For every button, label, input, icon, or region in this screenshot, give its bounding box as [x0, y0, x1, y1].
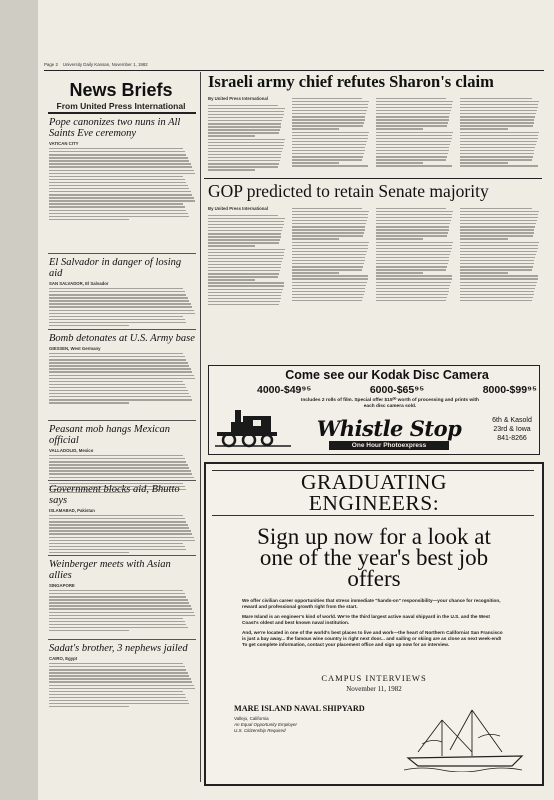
news-brief-story — [49, 333, 195, 405]
citizenship-line: U.S. Citizenship Required — [234, 728, 286, 733]
news-brief-text — [49, 148, 195, 220]
ad-pitch: Sign up now for a look at one of the year's best job offers — [257, 524, 491, 591]
news-brief-dateline: VALLADOLID, Mexico — [49, 448, 94, 453]
news-brief-dateline: SAN SALVADOR, El Salvador — [49, 281, 109, 286]
price-8000: 8000-$99⁹⁵ — [482, 384, 537, 396]
israel-column-4 — [460, 96, 540, 168]
paper-name: University Daily Kansan, November 1, 1982 — [62, 62, 148, 67]
eoe-line: An Equal Opportunity Employer — [234, 722, 298, 727]
interview-date: November 11, 1982 — [346, 685, 402, 693]
news-brief-story — [49, 559, 195, 633]
store-address-2: 23rd & Iowa — [493, 426, 531, 433]
israel-column-2 — [292, 96, 370, 168]
news-brief-dateline: GIESSEN, West Germany — [49, 346, 101, 351]
israel-byline: By United Press International — [208, 96, 268, 101]
shipyard-name: MARE ISLAND NAVAL SHIPYARD — [234, 704, 365, 713]
ad-headline: GRADUATING ENGINEERS: — [301, 470, 447, 515]
store-phone: 841-8266 — [497, 435, 527, 442]
news-brief-story — [49, 484, 195, 555]
news-brief-headline: Bomb detonates at U.S. Army base — [49, 333, 195, 344]
news-brief-headline: Government blocks aid, Bhutto says — [49, 484, 180, 506]
news-brief-dateline: CAIRO, Egypt — [49, 656, 78, 661]
news-brief-dateline: VATICAN CITY — [49, 141, 79, 146]
news-brief-headline: Peasant mob hangs Mexican official — [49, 424, 171, 446]
gop-column-2 — [292, 206, 370, 303]
shipyard-location: Vallejo, California — [234, 716, 269, 721]
israel-headline: Israeli army chief refutes Sharon's claim — [208, 72, 494, 91]
news-brief-headline: Sadat's brother, 3 nephews jailed — [49, 643, 188, 654]
gop-column-4 — [460, 206, 540, 303]
israel-column-1 — [208, 103, 286, 172]
news-brief-headline: Pope canonizes two nuns in All Saints Eve ceremony — [49, 117, 181, 139]
news-brief-story — [49, 257, 195, 328]
news-brief-text — [49, 288, 195, 326]
mare-island-ad — [204, 462, 544, 786]
news-brief-text — [49, 353, 195, 404]
news-brief-headline: El Salvador in danger of losing aid — [49, 257, 182, 279]
price-6000: 6000-$65⁹⁵ — [369, 384, 425, 396]
gop-column-1 — [208, 213, 286, 307]
israel-column-3 — [376, 96, 454, 168]
news-brief-dateline: ISLAMABAD, Pakistan — [49, 508, 95, 513]
news-brief-dateline: SINGAPORE — [49, 583, 75, 588]
gop-byline: By United Press International — [208, 206, 268, 211]
photoexpress-label: One Hour Photoexpress — [329, 441, 449, 450]
newspaper-page — [38, 0, 554, 800]
news-brief-story — [49, 117, 195, 222]
news-briefs-title: News Briefs — [69, 80, 173, 100]
price-4000: 4000-$49⁹⁵ — [257, 384, 312, 396]
store-address-1: 6th & Kasold — [492, 417, 532, 424]
campus-interviews-label: CAMPUS INTERVIEWS — [321, 673, 427, 683]
kodak-disc-ad — [208, 365, 540, 455]
news-briefs-subtitle: From United Press International — [56, 101, 186, 111]
news-brief-text — [49, 515, 195, 553]
gop-headline: GOP predicted to retain Senate majority — [208, 181, 489, 201]
page-header — [44, 62, 544, 67]
kodak-offer: Includes 2 rolls of film. Special offer $15⁰⁰ worth of processing and prints with each disc camera sold. — [301, 398, 479, 409]
news-brief-text — [49, 663, 195, 707]
ship-icon — [402, 700, 534, 772]
whistle-stop-logo: Whistle Stop — [316, 416, 462, 441]
ad-body-3: And, we're located in one of the world's best places to live and work—the heart of Northern California! San Francisco is just a bay away... the famous wine country is right next door... and sailing or skiing are as close as next week-end! To get complete information, contact your placement office and sign up now for an interview. — [242, 630, 503, 647]
ad-body-1: We offer civilian career opportunities that stress immediate "hands-on" responsibility—your chance for recognition, reward and professional growth right from the start. — [242, 598, 501, 609]
page-number: Page 2 — [44, 62, 58, 67]
news-brief-story — [49, 643, 195, 709]
news-brief-text — [49, 590, 195, 631]
train-icon — [213, 402, 293, 450]
gop-column-3 — [376, 206, 454, 303]
ad-body-2: Mare Island is an engineer's kind of world. We're the third largest active naval shipyard in the U.S. and the West Coast's oldest and best known naval institution. — [242, 614, 490, 625]
kodak-ad-headline: Come see our Kodak Disc Camera — [285, 368, 489, 382]
news-brief-headline: Weinberger meets with Asian allies — [49, 559, 171, 581]
